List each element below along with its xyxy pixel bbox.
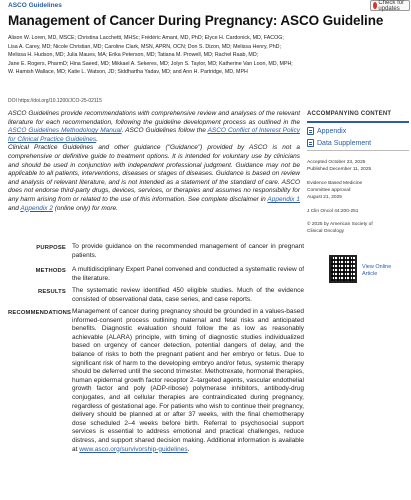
view-online-link[interactable] [362, 264, 391, 278]
document-icon [307, 139, 314, 147]
doi-link[interactable]: DOI https://doi.org/10.1200/JCO-25-02115 [8, 98, 102, 104]
check-badge-label: Check for updates [378, 0, 405, 12]
data-supplement-link[interactable] [307, 139, 371, 147]
results-text: The systematic review identified 450 eligible studies. Much of the evidence consisted of observational data, case series, and case reports. [72, 287, 304, 303]
view-online-line-2: Article [362, 271, 378, 277]
check-for-updates-badge[interactable] [370, 0, 410, 11]
author-list [8, 34, 408, 77]
intro-paragraph-1 [8, 110, 300, 144]
author-line: Melissa H. Hudson, MD; Julia Maues, MA; Erika Peterson, MD; Tatiana M. Prowell, MD; Rachel Raab, MD; [8, 52, 259, 58]
sidebar-divider [307, 150, 409, 151]
intro-text: ASCO Guidelines provide recommendations with comprehensive review and analyses of the relevant literature for each recommendation, following the guideline development process as outlined in the [8, 110, 300, 126]
copyright-line-2: Clinical Oncology [307, 229, 345, 234]
evidence-line-2: Committee approval: [307, 188, 352, 193]
disclaimer-text: Clinical Practice Guidelines and other guidance ("Guidance") provided by ASCO is not a comprehensive or definitive guide to treatment options. It is intended for voluntary use by clinicians and should be used in conjunction with independent professional judgment. Guidance may not be applicable to all patients, interventions, diseases or stages of diseases. Guidance is based on review and analysis of relevant literature, and is not intended as a statement of the standard of care. ASCO does not endorse third-party drugs, devices, services, or therapies and assumes no responsibility for any harm arising from or related to the use of this information. See complete disclaimer in [8, 144, 300, 203]
intro-text: . ASCO Guidelines follow the [121, 127, 208, 135]
copyright-line-1: © 2025 by American Society of [307, 222, 373, 227]
recommendations-text [72, 308, 304, 454]
appendix-2-link[interactable]: Appendix 2 [20, 204, 53, 212]
results-label: RESULTS [37, 289, 66, 295]
more-info-end: . [187, 445, 190, 453]
data-supplement-link-label: Data Supplement [317, 139, 372, 147]
evidence-line-1: Evidence Based Medicine [307, 181, 363, 186]
crossmark-icon [373, 2, 377, 9]
sidebar-heading: ACCOMPANYING CONTENT [307, 111, 392, 117]
accepted-date: Accepted October 23, 2025 [307, 160, 366, 165]
qr-code[interactable] [329, 255, 357, 283]
intro-paragraph-2 [8, 144, 300, 213]
evidence-line-3: August 21, 2025 [307, 195, 342, 200]
disclaimer-text: (online only) for more. [52, 204, 118, 212]
methodology-manual-link[interactable]: ASCO Guidelines Methodology Manual [8, 127, 122, 135]
document-icon [307, 127, 314, 135]
author-line: Alison W. Loren, MD, MSCE; Christina Lacchetti, MHSc; Frédéric Amant, MD, PhD; Elyce H. Cardonick, MD, FACOG; [8, 35, 284, 41]
article-title: Management of Cancer During Pregnancy: ASCO Guideline [8, 13, 384, 28]
more-info-text: Additional information is available at [72, 436, 304, 453]
author-line: Lisa A. Carey, MD; Nicole Christian, MD; Caroline Clark, MSN, APRN, OCN; Don S. Dizon, MD; Melissa Henry, PhD; [8, 43, 281, 50]
methods-label: METHODS [35, 268, 66, 274]
appendix-1-link[interactable]: Appendix 1 [267, 195, 300, 203]
guideline-intro [8, 110, 300, 213]
appendix-link-label: Appendix [317, 127, 347, 135]
survivorship-guidelines-link[interactable]: www.asco.org/survivorship-guidelines [79, 445, 188, 453]
series-label: ASCO Guidelines [8, 2, 62, 9]
recommendations-label: RECOMMENDATIONS [8, 310, 72, 316]
author-line: Jane E. Rogers, PharmD; Hina Saeed, MD; Mikkael A. Sekeres, MD; Jolyn S. Taylor, MD; Katherine Van Loon, MD, MPH; [8, 60, 293, 67]
published-date: Published December 11, 2025 [307, 167, 372, 172]
intro-text: . [96, 135, 98, 143]
coi-policy-link[interactable]: ASCO Conflict of Interest Policy for Clinical Practice Guidelines [8, 127, 300, 143]
author-line: W. Hamish Wallace, MD; Katie L. Watson, JD; Siddhartha Yadav, MD; and Ann H. Partridge, MD, MPH [8, 69, 248, 75]
sidebar-rule [307, 121, 409, 123]
appendix-link[interactable] [307, 127, 346, 135]
methods-text: A multidisciplinary Expert Panel convened and conducted a systematic review of the literature. [72, 266, 304, 282]
recommendations-body: Management of cancer during pregnancy should be grounded in a values-based informed-consent process outlining maternal and fetal risks and anticipated benefits. Diagnostic evaluation should follow the as low as reasonably achievable (ALARA) principle, with timing of diagnostic studies individualized based on urgency of cancer detection, potential dangers of delay, and the balance of risks to both the pregnant patient and her embryo or fetus. Due to significant risk of harm to the developing embryo and/or fetus, systemic therapy should be deferred until the second trimester. Methotrexate, hormonal therapies, human epidermal growth factor receptor 2–targeted agents, vascular endothelial growth factor and poly (ADP-ribose) polymerase inhibitors, antibody-drug conjugates, and all cellular therapies are contraindicated during pregnancy, regardless of gestational age. For patients who wish to continue their pregnancy, delivery should be planned at or after 37 weeks, with the final chemotherapy dose scheduled 2–4 weeks before birth. Referral to psychosocial support services is essential to address emotional and practical challenges, reduce distress, and support shared decision making. [72, 308, 304, 444]
purpose-text: To provide guidance on the recommended management of cancer in pregnant patients. [72, 243, 304, 259]
purpose-label: PURPOSE [36, 245, 66, 251]
citation: J Clin Oncol 44:200-251 [307, 209, 359, 214]
disclaimer-text: and [8, 204, 21, 212]
view-online-line-1: View Online [362, 264, 392, 270]
